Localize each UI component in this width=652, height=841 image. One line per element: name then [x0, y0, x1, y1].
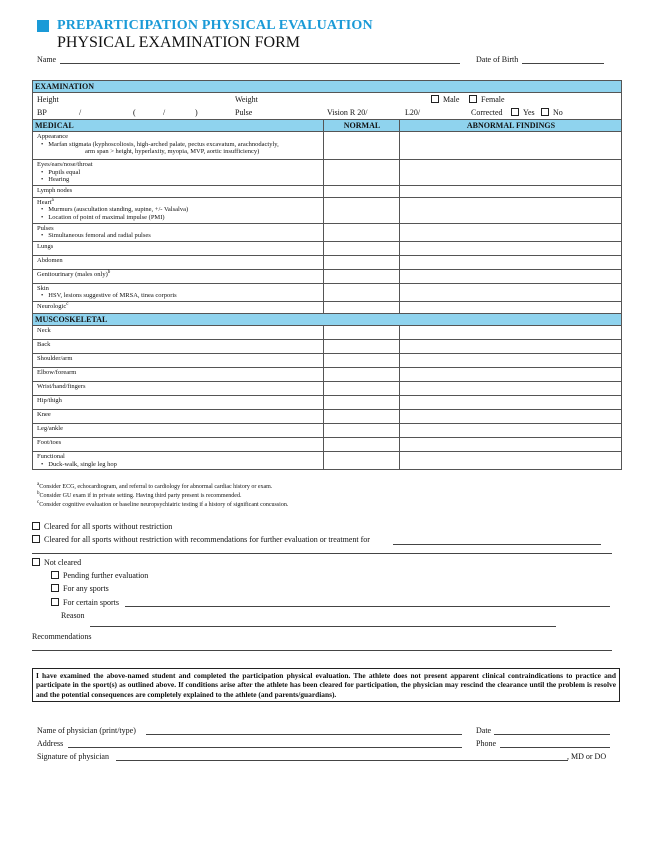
- normal-cell[interactable]: [323, 186, 324, 197]
- abnormal-findings-cell[interactable]: [399, 382, 400, 395]
- male-option[interactable]: Male: [431, 95, 459, 104]
- abnormal-findings-cell[interactable]: [399, 424, 400, 437]
- table-row: [33, 284, 621, 302]
- abnormal-findings-cell[interactable]: [399, 452, 400, 469]
- abnormal-findings-cell[interactable]: [399, 340, 400, 353]
- title-square-icon: [37, 20, 49, 32]
- recommendations-field[interactable]: [32, 650, 612, 651]
- normal-cell[interactable]: [323, 326, 324, 339]
- musculoskeletal-rows: [33, 326, 621, 469]
- table-row: [33, 424, 621, 438]
- table-row: [33, 438, 621, 452]
- table-row: [33, 340, 621, 354]
- normal-cell[interactable]: [323, 382, 324, 395]
- row-label-cell: [33, 452, 319, 469]
- table-row: [33, 270, 621, 284]
- row-label-cell: [33, 198, 319, 223]
- row-label-cell: [33, 340, 319, 350]
- row-label-cell: [33, 368, 319, 378]
- musculoskeletal-heading: MUSCOSKELETAL: [35, 314, 108, 324]
- abnormal-findings-cell[interactable]: [399, 302, 400, 313]
- height-label: Height: [37, 95, 59, 104]
- physician-name-label: Name of physician (print/type): [37, 726, 136, 735]
- row-bullet: • Murmurs (auscultation standing, supine, +/- Valsalva): [37, 206, 319, 214]
- corrected-label: Corrected: [471, 108, 503, 117]
- row-label: Appearance: [37, 133, 69, 140]
- abnormal-findings-cell[interactable]: [399, 368, 400, 381]
- abnormal-findings-cell[interactable]: [399, 410, 400, 423]
- abnormal-findings-cell[interactable]: [399, 438, 400, 451]
- weight-label: Weight: [235, 95, 258, 104]
- abnormal-findings-cell[interactable]: [399, 354, 400, 367]
- signature-label: Signature of physician: [37, 752, 109, 761]
- any-sports-option[interactable]: For any sports: [51, 584, 109, 593]
- row-label: Hip/thigh: [37, 396, 62, 404]
- footnote-marker: c: [66, 301, 69, 307]
- any-sports-checkbox[interactable]: [51, 584, 59, 592]
- vision-right-label: Vision R 20/: [327, 108, 368, 117]
- name-label: Name: [37, 55, 57, 64]
- row-bullet: • Marfan stigmata (kyphoscoliosis, high-arched palate, pectus excavatum, arachnodactyly,: [37, 141, 319, 149]
- table-row: [33, 410, 621, 424]
- abnormal-findings-cell[interactable]: [399, 270, 400, 283]
- row-label: Heart: [37, 198, 52, 206]
- row-label-cell: [33, 256, 319, 266]
- row-label: Foot/toes: [37, 438, 62, 446]
- row-label: Pulses: [37, 224, 54, 232]
- normal-cell[interactable]: [323, 340, 324, 353]
- abnormal-findings-cell[interactable]: [399, 284, 400, 301]
- normal-cell[interactable]: [323, 354, 324, 367]
- abnormal-findings-cell[interactable]: [399, 132, 400, 159]
- bp-paren-open: (: [133, 108, 136, 117]
- dob-label: Date of Birth: [476, 55, 519, 64]
- table-row: [33, 452, 621, 469]
- table-row: [33, 242, 621, 256]
- normal-cell[interactable]: [323, 396, 324, 409]
- row-label-cell: [33, 354, 319, 364]
- certain-sports-checkbox[interactable]: [51, 598, 59, 606]
- row-bullet: • Simultaneous femoral and radial pulses: [37, 232, 319, 240]
- bp-slash: /: [79, 108, 82, 117]
- bp-paren-close: ): [195, 108, 198, 117]
- abnormal-findings-cell[interactable]: [399, 326, 400, 339]
- footnote-b: $^b$Consider GU exam if in private setting. Having third party present is recommended.: [37, 491, 242, 499]
- female-option[interactable]: Female: [469, 95, 505, 104]
- certain-sports-field[interactable]: [125, 606, 610, 607]
- footnote-marker: a: [51, 197, 54, 203]
- examination-vitals: [33, 93, 621, 120]
- dob-field[interactable]: [522, 63, 604, 64]
- not-cleared-checkbox[interactable]: [32, 558, 40, 566]
- footnote-a: $^a$Consider ECG, echocardiogram, and referral to cardiology for abnormal cardiac history or exam.: [37, 482, 273, 490]
- row-label: Neurologic: [37, 302, 67, 310]
- row-label-cell: [33, 396, 319, 406]
- normal-cell[interactable]: [323, 132, 324, 159]
- normal-cell[interactable]: [323, 424, 324, 437]
- table-row: [33, 160, 621, 186]
- row-label: Eyes/ears/nose/throat: [37, 161, 93, 168]
- corrected-yes-option[interactable]: Yes: [511, 108, 535, 117]
- phone-field[interactable]: [500, 747, 610, 748]
- pulse-label: Pulse: [235, 108, 253, 117]
- normal-column-header: NORMAL: [323, 120, 400, 131]
- row-label-cell: [33, 326, 319, 336]
- row-label-cell: [33, 186, 319, 196]
- row-label: Elbow/forearm: [37, 368, 77, 376]
- reason-field[interactable]: [90, 626, 556, 627]
- physician-statement: I have examined the above-named student and completed the participation physical evaluation. The athlete does not present apparent clinical contraindications to practice and participate in the sport(s) as outlined above. If conditions arise after the athlete has been cleared for participation, the physician may rescind the clearance until the problem is resolve and the potential consequences are completely explained to the athlete (and parents/guardians).: [32, 668, 620, 702]
- row-bullet: • Pupils equal: [37, 169, 319, 177]
- normal-cell[interactable]: [323, 284, 324, 301]
- row-label-cell: [33, 224, 319, 241]
- table-row: [33, 354, 621, 368]
- row-label: Genitourinary (males only): [37, 270, 108, 278]
- form-title-row: [37, 18, 373, 34]
- phone-label: Phone: [476, 739, 496, 748]
- address-field[interactable]: [68, 747, 462, 748]
- row-label-cell: [33, 284, 319, 301]
- cleared-option[interactable]: Cleared for all sports without restriction: [32, 522, 172, 531]
- examination-section-header: [33, 81, 621, 93]
- bp-slash-2: /: [163, 108, 166, 117]
- examination-form-table: [32, 80, 622, 470]
- row-label-cell: [33, 424, 319, 434]
- vision-left-label: L20/: [405, 108, 421, 117]
- medical-heading: MEDICAL: [35, 121, 74, 130]
- row-label: Wrist/hand/fingers: [37, 382, 86, 390]
- cleared-checkbox[interactable]: [32, 522, 40, 530]
- normal-cell[interactable]: [323, 410, 324, 423]
- musculoskeletal-section-header: [33, 313, 621, 326]
- table-row: [33, 382, 621, 396]
- row-label-cell: [33, 302, 319, 312]
- normal-cell[interactable]: [323, 242, 324, 255]
- table-row: [33, 186, 621, 198]
- row-label-cell: [33, 132, 319, 157]
- row-label-cell: [33, 160, 319, 185]
- form-subtitle: PHYSICAL EXAMINATION FORM: [57, 34, 300, 51]
- medical-section-header: [33, 120, 621, 132]
- cleared-with-recommendations-option[interactable]: Cleared for all sports without restriction with recommendations for further evaluation or treatment for: [32, 535, 370, 544]
- table-row: [33, 302, 621, 313]
- row-label: Lungs: [37, 242, 54, 250]
- row-label: Knee: [37, 410, 51, 418]
- row-label: Functional: [37, 452, 65, 460]
- physician-name-field[interactable]: [146, 734, 462, 735]
- abnormal-findings-cell[interactable]: [399, 256, 400, 269]
- normal-cell[interactable]: [323, 270, 324, 283]
- normal-cell[interactable]: [323, 198, 324, 223]
- name-field[interactable]: [60, 63, 460, 64]
- recommendations-label: Recommendations: [32, 632, 92, 641]
- row-label-cell: [33, 438, 319, 448]
- cleared-recommendations-field[interactable]: [393, 544, 601, 545]
- normal-cell[interactable]: [323, 160, 324, 185]
- male-checkbox[interactable]: [431, 95, 439, 103]
- table-row: [33, 396, 621, 410]
- cleared-with-recommendations-checkbox[interactable]: [32, 535, 40, 543]
- abnormal-findings-cell[interactable]: [399, 186, 400, 197]
- abnormal-findings-cell[interactable]: [399, 396, 400, 409]
- normal-cell[interactable]: [323, 452, 324, 469]
- row-bullet: • HSV, lesions suggestive of MRSA, tinea corporis: [37, 292, 319, 300]
- footnote-c: $^c$Consider cognitive evaluation or baseline neuropsychiatric testing if a history of significant concussion.: [37, 500, 289, 508]
- row-label: Skin: [37, 284, 49, 292]
- not-cleared-option[interactable]: Not cleared: [32, 558, 81, 567]
- abnormal-findings-cell[interactable]: [399, 242, 400, 255]
- row-label-cell: [33, 270, 319, 280]
- bp-label: BP: [37, 108, 47, 117]
- normal-cell[interactable]: [323, 256, 324, 269]
- certain-sports-option[interactable]: For certain sports: [51, 598, 119, 607]
- address-label: Address: [37, 739, 64, 748]
- table-row: [33, 368, 621, 382]
- row-label-cell: [33, 410, 319, 420]
- row-label: Abdomen: [37, 256, 63, 264]
- normal-cell[interactable]: [323, 368, 324, 381]
- normal-cell[interactable]: [323, 302, 324, 313]
- row-bullet: • Duck-walk, single leg hop: [37, 461, 319, 469]
- female-checkbox[interactable]: [469, 95, 477, 103]
- corrected-no-option[interactable]: No: [541, 108, 563, 117]
- abnormal-findings-cell[interactable]: [399, 160, 400, 185]
- table-row: [33, 224, 621, 242]
- md-do-label: , MD or DO: [567, 752, 607, 761]
- corrected-yes-checkbox[interactable]: [511, 108, 519, 116]
- signature-field[interactable]: [116, 760, 568, 761]
- row-label: Neck: [37, 326, 51, 334]
- table-row: [33, 198, 621, 224]
- row-label: Shoulder/arm: [37, 354, 73, 362]
- row-label: Lymph nodes: [37, 186, 73, 194]
- pending-evaluation-checkbox[interactable]: [51, 571, 59, 579]
- pending-evaluation-option[interactable]: Pending further evaluation: [51, 571, 148, 580]
- date-field[interactable]: [494, 734, 610, 735]
- normal-cell[interactable]: [323, 438, 324, 451]
- table-row: [33, 326, 621, 340]
- row-label: Leg/ankle: [37, 424, 63, 432]
- form-title: PREPARTICIPATION PHYSICAL EVALUATION: [57, 18, 373, 33]
- abnormal-findings-cell[interactable]: [399, 224, 400, 241]
- row-label: Back: [37, 340, 51, 348]
- abnormal-findings-cell[interactable]: [399, 198, 400, 223]
- normal-cell[interactable]: [323, 224, 324, 241]
- examination-heading: EXAMINATION: [35, 82, 94, 91]
- cleared-recommendations-field-2[interactable]: [32, 553, 612, 554]
- row-bullet: • Location of point of maximal impulse (PMI): [37, 214, 319, 222]
- reason-label: Reason: [61, 611, 85, 620]
- table-row: [33, 256, 621, 270]
- date-label: Date: [476, 726, 492, 735]
- abnormal-findings-column-header: ABNORMAL FINDINGS: [399, 120, 622, 131]
- row-label-cell: [33, 242, 319, 252]
- table-row: [33, 132, 621, 160]
- footnote-marker: b: [107, 269, 111, 275]
- medical-rows: [33, 132, 621, 313]
- row-bullet-continuation: arm span > height, hyperlaxity, myopia, MVP, aortic insufficiency): [85, 148, 260, 156]
- corrected-no-checkbox[interactable]: [541, 108, 549, 116]
- row-bullet: • Hearing: [37, 176, 319, 184]
- row-label-cell: [33, 382, 319, 392]
